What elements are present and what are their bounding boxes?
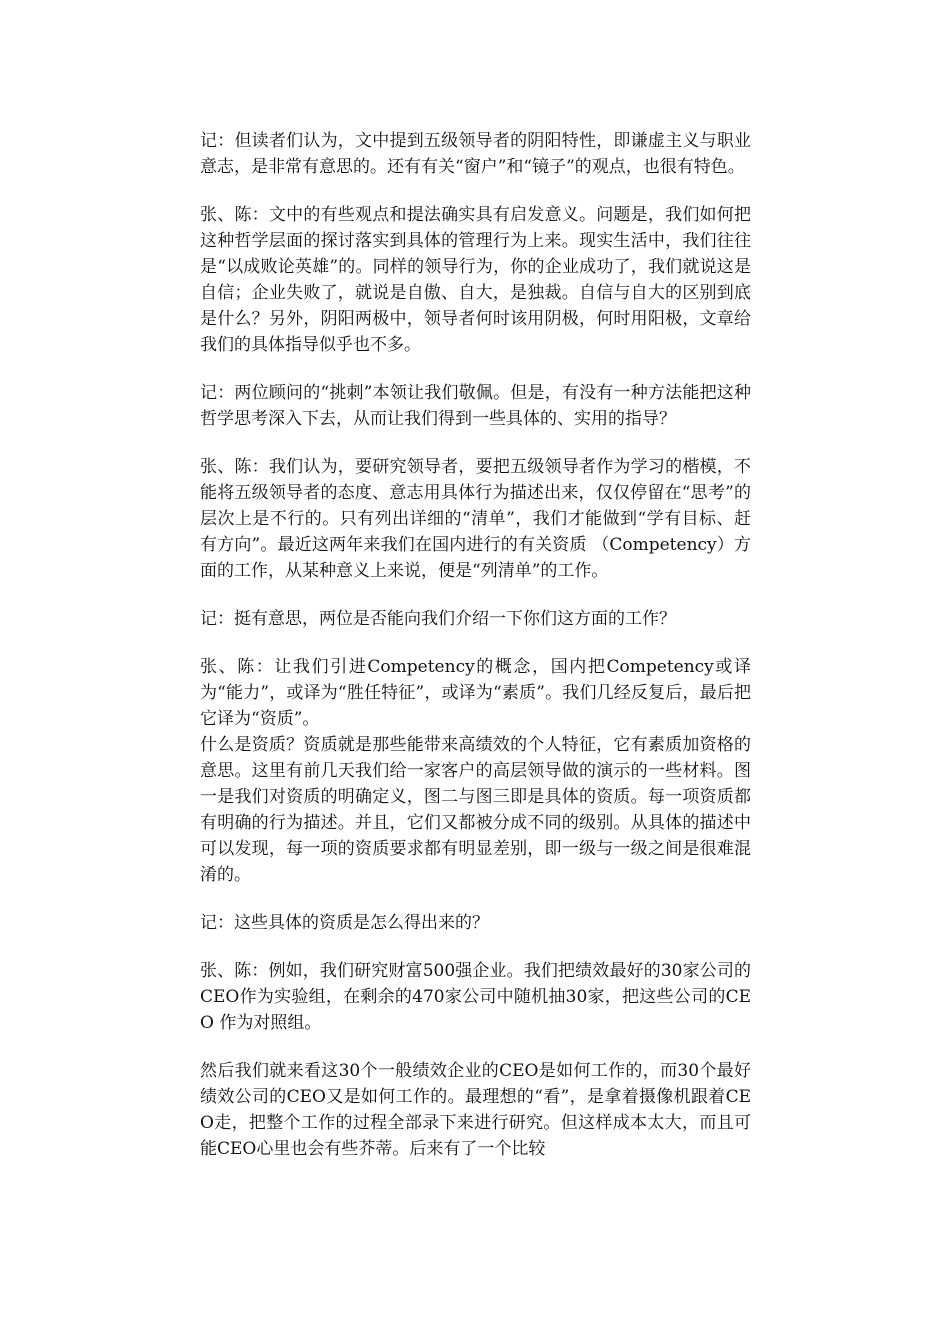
document-body xyxy=(200,128,751,1184)
paragraph-interviewer-4: 记：这些具体的资质是怎么得出来的？ xyxy=(200,913,489,933)
paragraph-interviewer-3: 记：挺有意思，两位是否能向我们介绍一下你们这方面的工作？ xyxy=(200,609,676,629)
paragraph-answer-3-continued: 什么是资质？资质就是那些能带来高绩效的个人特征，它有素质加资格的意思。这里有前几天我们给一家客户的高层领导做的演示的一些材料。图一是我们对资质的明确定义，图二与图三即是具体的资质。每一项资质都有明确的行为描述。并且，它们又都被分成不同的级别。从具体的描述中可以发现，每一项的资质要求都有明显差别，即一级与一级之间是很难混淆的。 xyxy=(200,735,751,885)
paragraph-answer-3: 张、陈：让我们引进Competency的概念，国内把Competency或译为“能力”，或译为“胜任特征”，或译为“素质”。我们几经反复后，最后把它译为“资质”。 xyxy=(200,657,751,729)
paragraph-interviewer-1: 记：但读者们认为，文中提到五级领导者的阴阳特性，即谦虚主义与职业意志，是非常有意思的。还有有关“窗户”和“镜子”的观点，也很有特色。 xyxy=(200,131,751,177)
paragraph-interviewer-2: 记：两位顾问的“挑刺”本领让我们敬佩。但是，有没有一种方法能把这种哲学思考深入下去，从而让我们得到一些具体的、实用的指导？ xyxy=(200,383,751,429)
paragraph-answer-4: 张、陈：例如，我们研究财富500强企业。我们把绩效最好的30家公司的CEO作为实验组，在剩余的470家公司中随机抽30家，把这些公司的CEO 作为对照组。 xyxy=(200,961,751,1033)
paragraph-answer-4-continued: 然后我们就来看这30个一般绩效企业的CEO是如何工作的，而30个最好绩效公司的CEO又是如何工作的。最理想的“看”，是拿着摄像机跟着CEO走，把整个工作的过程全部录下来进行研究。但这样成本太大，而且可能CEO心里也会有些芥蒂。后来有了一个比较 xyxy=(200,1061,751,1159)
paragraph-answer-2: 张、陈：我们认为，要研究领导者，要把五级领导者作为学习的楷模，不能将五级领导者的态度、意志用具体行为描述出来，仅仅停留在“思考”的层次上是不行的。只有列出详细的“清单”，我们才能做到“学有目标、赶有方向”。最近这两年来我们在国内进行的有关资质 （Competency）方面的工作，从某种意义上来说，便是“列清单”的工作。 xyxy=(200,457,751,581)
paragraph-answer-1: 张、陈：文中的有些观点和提法确实具有启发意义。问题是，我们如何把这种哲学层面的探讨落实到具体的管理行为上来。现实生活中，我们往往是“以成败论英雄”的。同样的领导行为，你的企业成功了，我们就说这是自信；企业失败了，就说是自傲、自大，是独裁。自信与自大的区别到底是什么？另外，阴阳两极中，领导者何时该用阴极，何时用阳极，文章给我们的具体指导似乎也不多。 xyxy=(200,205,751,355)
